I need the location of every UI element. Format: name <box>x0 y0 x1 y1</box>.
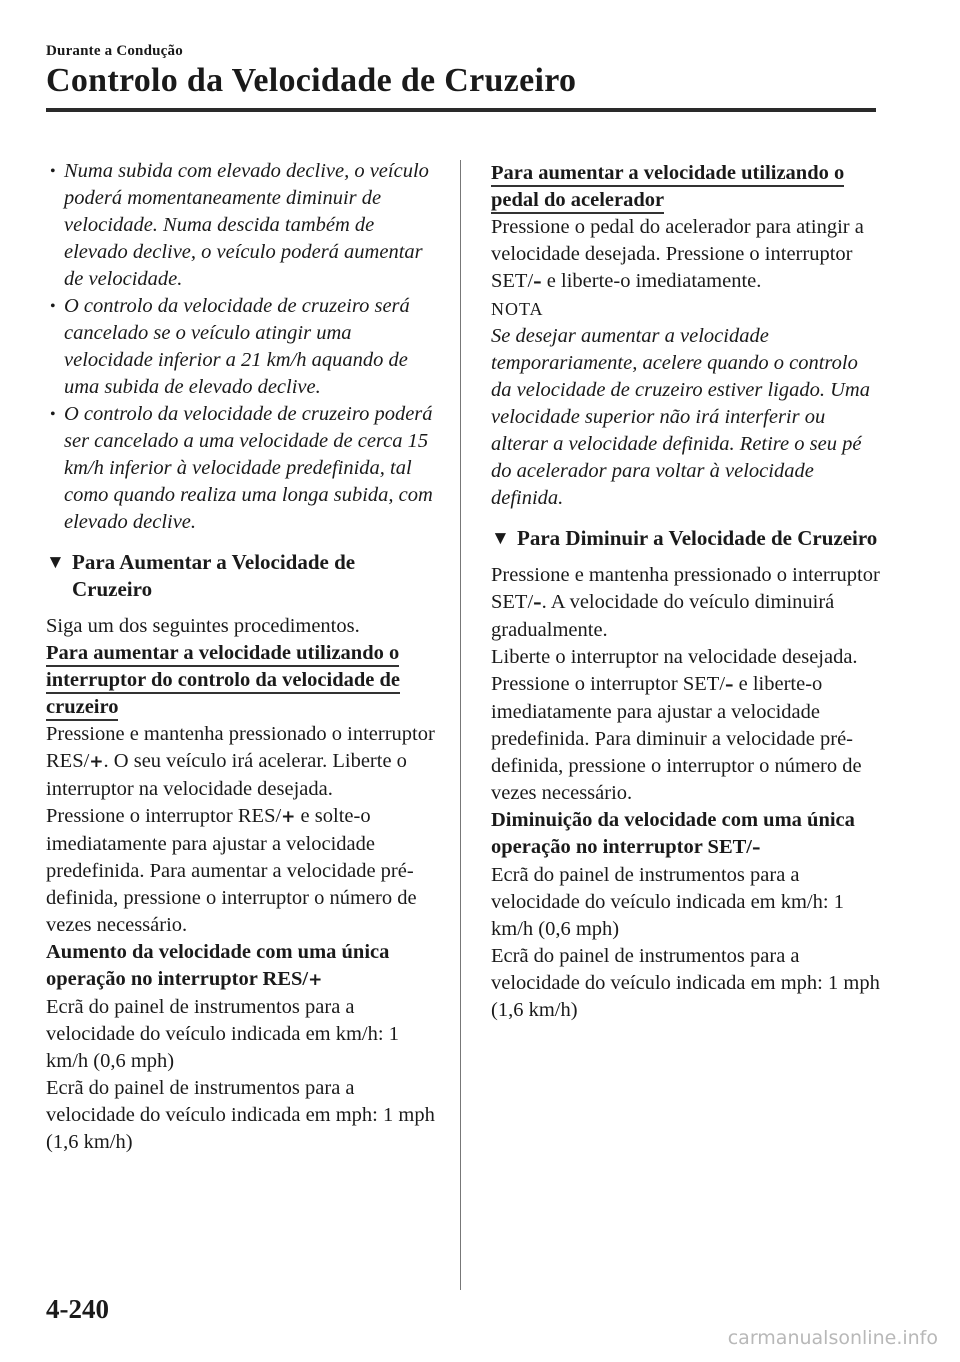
text-span: e liberte-o imediatamente para ajustar a velocidade predefinida. Para diminuir a velocidade pré-definida, pressione o interruptor o número de vezes necessário. <box>491 673 862 804</box>
minus-icon: – <box>533 272 542 292</box>
text-span: e liberte-o imediatamente. <box>541 270 762 292</box>
section-label: Durante a Condução <box>46 43 183 59</box>
text-span: . A velocidade do veículo diminuirá gradualmente. <box>491 591 835 641</box>
text-span: e solte-o imediatamente para ajustar a velocidade predefinida. Para aumentar a velocidade pré-definida, pressione o interruptor o número de vezes necessário. <box>46 805 417 936</box>
bullet-item <box>46 401 438 536</box>
title-rule <box>46 108 876 112</box>
text-span: Pressione o interruptor RES/ <box>46 805 282 827</box>
text-span: Pressione o pedal do acelerador para atingir a velocidade desejada. Pressione o interruptor SET/ <box>491 216 864 292</box>
paragraph-mph-display: Ecrã do painel de instrumentos para a velocidade do veículo indicada em mph: 1 mph (1,6 km/h) <box>491 945 880 1021</box>
bullet-text: O controlo da velocidade de cruzeiro poderá ser cancelado a uma velocidade de cerca 15 km/h inferior à velocidade predefinida, tal como quando realiza uma longa subida, com elevado declive. <box>64 403 433 533</box>
bold-heading-res-single <box>46 939 438 994</box>
subsection-heading-text: Para Diminuir a Velocidade de Cruzeiro <box>517 526 878 550</box>
text-span: Pressione o interruptor SET/ <box>491 673 726 695</box>
subsection-heading-decrease <box>491 525 881 552</box>
minus-icon: – <box>533 593 542 613</box>
bold-heading-text: Diminuição da velocidade com uma única operação no interruptor SET/ <box>491 809 855 858</box>
paragraph-hold-res <box>46 721 438 803</box>
plus-icon: + <box>281 807 296 827</box>
caution-bullet-list <box>46 158 438 536</box>
text-span: Pressione e mantenha pressionado o interruptor SET/ <box>491 564 880 613</box>
page-number: 4-240 <box>46 1294 109 1324</box>
minus-icon: – <box>752 838 761 858</box>
bullet-text: O controlo da velocidade de cruzeiro será cancelado se o veículo atingir uma velocidade inferior a 21 km/h aquando de uma subida de elevado declive. <box>64 295 410 398</box>
column-divider <box>460 160 461 1290</box>
plus-icon: + <box>89 752 104 772</box>
left-column <box>46 158 438 1156</box>
paragraph-mph-display: Ecrã do painel de instrumentos para a velocidade do veículo indicada em mph: 1 mph (1,6 km/h) <box>46 1077 435 1153</box>
bold-heading-text: Aumento da velocidade com uma única operação no interruptor RES/ <box>46 941 390 990</box>
paragraph-kmh-display: Ecrã do painel de instrumentos para a velocidade do veículo indicada em km/h: 1 km/h (0,6 mph) <box>46 996 399 1072</box>
subsection-heading-text: Para Aumentar a Velocidade de Cruzeiro <box>72 550 356 601</box>
text-span: Pressione e mantenha pressionado o interruptor RES/ <box>46 723 435 772</box>
bullet-text: Numa subida com elevado declive, o veículo poderá momentaneamente diminuir de velocidade. Numa descida também de elevado declive, o veículo poderá aumentar de velocidade. <box>64 160 429 290</box>
right-column <box>491 158 881 1024</box>
plus-icon: + <box>308 970 323 990</box>
minus-icon: – <box>725 675 734 695</box>
bullet-item <box>46 158 438 293</box>
paragraph-pedal <box>491 214 881 296</box>
triangle-down-icon: ▼ <box>491 528 510 549</box>
underlined-heading-text: Para aumentar a velocidade utilizando o pedal do acelerador <box>491 162 844 214</box>
subsection-heading-increase <box>46 549 438 603</box>
intro-paragraph: Siga um dos seguintes procedimentos. <box>46 615 360 637</box>
page-title: Controlo da Velocidade de Cruzeiro <box>46 62 577 99</box>
paragraph-press-set <box>491 671 881 807</box>
underlined-heading-text: Para aumentar a velocidade utilizando o interruptor do controlo da velocidade de cruzeiro <box>46 642 400 721</box>
paragraph-hold-set <box>491 562 881 644</box>
watermark: carmanualsonline.info <box>727 1327 938 1349</box>
bullet-item <box>46 293 438 401</box>
note-label: NOTA <box>491 299 544 319</box>
underlined-heading-switch <box>46 640 438 721</box>
paragraph-release-set: Liberte o interruptor na velocidade desejada. <box>491 646 858 668</box>
bullet-icon: • <box>50 406 56 423</box>
paragraph-kmh-display: Ecrã do painel de instrumentos para a velocidade do veículo indicada em km/h: 1 km/h (0,6 mph) <box>491 864 844 940</box>
triangle-down-icon: ▼ <box>46 552 65 573</box>
bullet-icon: • <box>50 163 56 180</box>
text-span: . O seu veículo irá acelerar. Liberte o interruptor na velocidade desejada. <box>46 750 407 800</box>
paragraph-press-res <box>46 803 438 939</box>
note-text: Se desejar aumentar a velocidade temporariamente, acelere quando o controlo da velocidade de cruzeiro estiver ligado. Uma velocidade superior não irá interferir ou alterar a velocidade definida. Retire o seu pé do acelerador para voltar à velocidade definida. <box>491 325 870 509</box>
bold-heading-set-single <box>491 807 881 862</box>
bullet-icon: • <box>50 298 56 315</box>
underlined-heading-pedal <box>491 160 881 214</box>
